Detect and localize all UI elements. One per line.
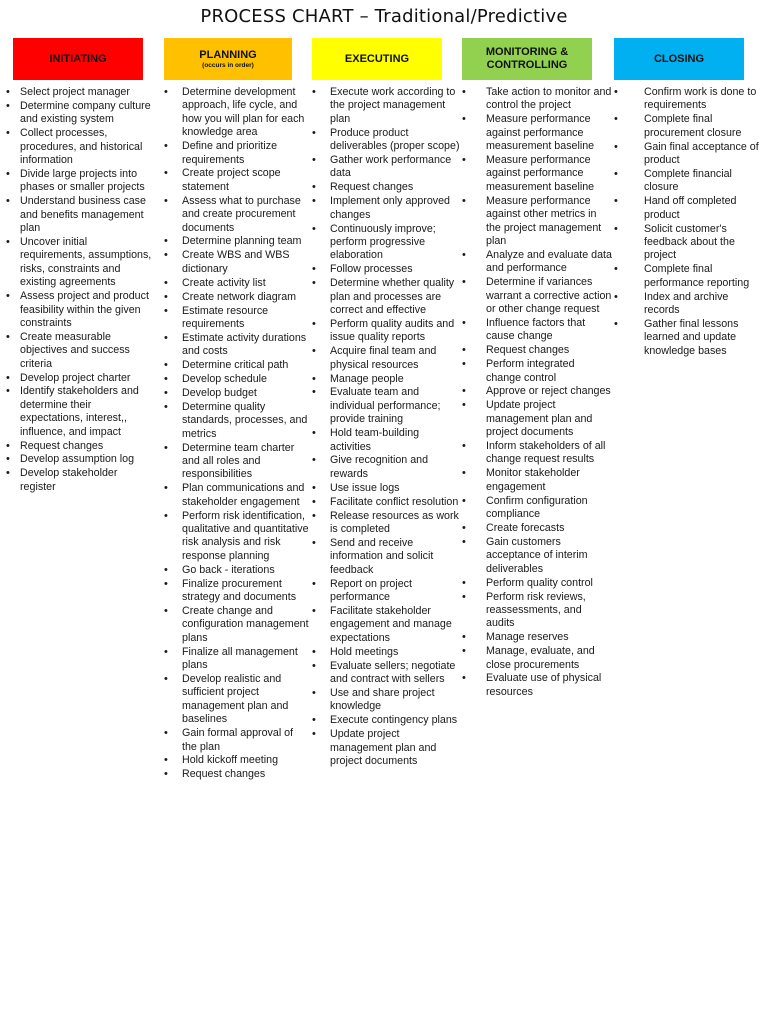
list-item: • Hold meetings [312,646,460,659]
list-item: • Index and archive records [614,291,764,318]
list-closing [614,86,764,358]
page-title: PROCESS CHART – Traditional/Predictive [200,6,568,27]
list-item: • Request changes [6,440,154,453]
list-item: • Update project management plan and project documents [312,728,460,768]
list-item: • Develop budget [164,387,309,400]
list-item: • Determine if variances warrant a corrective action or other change request [462,276,612,316]
list-item: • Request changes [312,181,460,194]
list-item: • Hold team-building activities [312,427,460,454]
list-item: • Execute work according to the project management plan [312,86,460,126]
list-item: • Determine development approach, life cycle, and how you will plan for each knowledge area [164,86,309,140]
list-item: • Complete financial closure [614,168,764,195]
list-item: • Gain final acceptance of product [614,141,764,168]
header-label: CLOSING [653,52,705,65]
list-item: • Request changes [462,344,612,357]
list-item: • Hand off completed product [614,195,764,222]
list-item: • Develop assumption log [6,453,154,466]
list-item: • Perform integrated change control [462,358,612,385]
list-item: • Release resources as work is completed [312,510,460,537]
list-item: • Send and receive information and solicit feedback [312,537,460,577]
list-item: • Complete final performance reporting [614,263,764,290]
list-item: • Select project manager [6,86,154,99]
list-item: • Use and share project knowledge [312,687,460,714]
list-item: • Take action to monitor and control the project [462,86,612,113]
list-item: • Identify stakeholders and determine their expectations, interest,, influence, and impact [6,385,154,439]
list-item: • Perform quality control [462,577,612,590]
list-item: • Create network diagram [164,291,309,304]
list-item: • Measure performance against other metrics in the project management plan [462,195,612,249]
list-item: • Create measurable objectives and success criteria [6,331,154,371]
list-item: • Monitor stakeholder engagement [462,467,612,494]
header-label: MONITORING & CONTROLLING [485,46,569,71]
list-item: • Hold kickoff meeting [164,754,309,767]
list-item: • Influence factors that cause change [462,317,612,344]
list-item: • Measure performance against performance measurement baseline [462,113,612,153]
header-monitoring [462,38,592,80]
list-item: • Gain formal approval of the plan [164,727,309,754]
list-item: • Determine company culture and existing system [6,100,154,127]
header-planning [164,38,292,80]
list-monitoring [462,86,612,699]
list-item: • Finalize all management plans [164,646,309,673]
list-item: • Manage people [312,373,460,386]
list-item: • Determine planning team [164,235,309,248]
list-item: • Plan communications and stakeholder engagement [164,482,309,509]
list-item: • Follow processes [312,263,460,276]
list-item: • Estimate resource requirements [164,305,309,332]
list-item: • Go back - iterations [164,564,309,577]
list-item: • Perform risk reviews, reassessments, and audits [462,591,612,631]
list-item: • Measure performance against performance measurement baseline [462,154,612,194]
list-item: • Determine critical path [164,359,309,372]
list-item: • Give recognition and rewards [312,454,460,481]
list-item: • Continuously improve; perform progressive elaboration [312,223,460,263]
list-item: • Develop realistic and sufficient project management plan and baselines [164,673,309,727]
column-monitoring [462,38,612,700]
list-item: • Analyze and evaluate data and performance [462,249,612,276]
list-item: • Request changes [164,768,309,781]
list-item: • Implement only approved changes [312,195,460,222]
list-item: • Assess what to purchase and create procurement documents [164,195,309,235]
column-closing [614,38,764,359]
list-item: • Gain customers acceptance of interim deliverables [462,536,612,576]
list-item: • Produce product deliverables (proper scope) [312,127,460,154]
list-initiating [6,86,154,494]
list-item: • Facilitate conflict resolution [312,496,460,509]
list-item: • Create WBS and WBS dictionary [164,249,309,276]
list-item: • Approve or reject changes [462,385,612,398]
list-item: • Evaluate use of physical resources [462,672,612,699]
list-executing [312,86,460,768]
list-item: • Estimate activity durations and costs [164,332,309,359]
list-item: • Create change and configuration management plans [164,605,309,645]
column-planning [164,38,309,782]
list-item: • Report on project performance [312,578,460,605]
list-item: • Inform stakeholders of all change request results [462,440,612,467]
list-item: • Gather work performance data [312,154,460,181]
list-item: • Define and prioritize requirements [164,140,309,167]
list-item: • Facilitate stakeholder engagement and manage expectations [312,605,460,645]
header-label: EXECUTING [344,52,410,65]
list-item: • Confirm work is done to requirements [614,86,764,113]
header-executing [312,38,442,80]
column-executing [312,38,460,769]
list-item: • Create project scope statement [164,167,309,194]
list-item: • Execute contingency plans [312,714,460,727]
header-label: INITIATING [49,52,107,65]
list-item: • Confirm configuration compliance [462,495,612,522]
list-item: • Understand business case and benefits management plan [6,195,154,235]
list-item: • Assess project and product feasibility within the given constraints [6,290,154,330]
list-item: • Uncover initial requirements, assumptions, risks, constraints and existing agreements [6,236,154,290]
list-item: • Finalize procurement strategy and documents [164,578,309,605]
list-item: • Create activity list [164,277,309,290]
header-closing [614,38,744,80]
list-item: • Complete final procurement closure [614,113,764,140]
header-initiating [13,38,143,80]
list-item: • Perform quality audits and issue quality reports [312,318,460,345]
list-item: • Determine team charter and all roles and responsibilities [164,442,309,482]
column-initiating [6,38,154,495]
list-item: • Perform risk identification, qualitative and quantitative risk analysis and risk response planning [164,510,309,564]
list-item: • Determine quality standards, processes, and metrics [164,401,309,441]
list-item: • Gather final lessons learned and update knowledge bases [614,318,764,358]
list-item: • Develop stakeholder register [6,467,154,494]
list-item: • Evaluate team and individual performance; provide training [312,386,460,426]
list-planning [164,86,309,782]
list-item: • Update project management plan and project documents [462,399,612,439]
list-item: • Solicit customer's feedback about the project [614,223,764,263]
list-item: • Evaluate sellers; negotiate and contract with sellers [312,660,460,687]
list-item: • Use issue logs [312,482,460,495]
list-item: • Collect processes, procedures, and historical information [6,127,154,167]
list-item: • Create forecasts [462,522,612,535]
list-item: • Develop project charter [6,372,154,385]
list-item: • Determine whether quality plan and processes are correct and effective [312,277,460,317]
list-item: • Manage, evaluate, and close procurements [462,645,612,672]
list-item: • Manage reserves [462,631,612,644]
header-label: PLANNING [199,48,257,61]
header-sublabel: (occurs in order) [202,61,254,69]
list-item: • Divide large projects into phases or smaller projects [6,168,154,195]
list-item: • Develop schedule [164,373,309,386]
list-item: • Acquire final team and physical resources [312,345,460,372]
